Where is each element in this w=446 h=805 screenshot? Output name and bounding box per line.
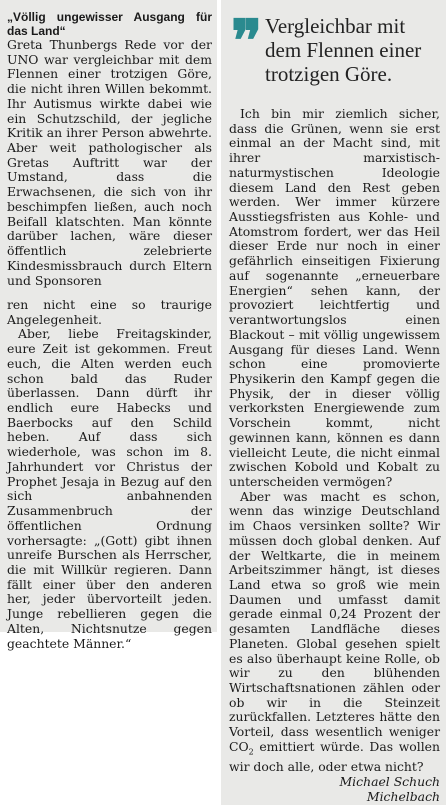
pull-quote-text: Vergleichbar mit dem Flennen einer trotzigen Göre. xyxy=(265,14,422,86)
letter-paragraph: Greta Thunbergs Rede vor der UNO war vergleichbar mit dem Flennen einer trotzigen Göre, die nicht ihren Willen bekommt. Ihr Autismus wirkte dabei wie ein Schutzschild, der jegliche Kritik an ihrer Person abwehrte. Aber weit pathologischer als Gretas Auftritt war der Umstand, dass die Erwachsenen, die sich von ihr beschimpfen ließen, auch noch Beifall klatschten. Man könnte darüber lachen, wäre dieser öffentlich zelebrierte Kindesmissbrauch durch Eltern und Sponsoren xyxy=(7,37,212,288)
paragraph-text-end: emittiert würde. Das wollen wir doch alle, oder etwa nicht? xyxy=(229,738,440,775)
co2-subscript: 2 xyxy=(248,747,254,757)
left-top-column xyxy=(7,10,212,288)
left-bottom-column xyxy=(7,298,212,651)
right-column xyxy=(229,107,440,804)
letter-paragraph: Ich bin mir ziemlich sicher, dass die Grünen, wenn sie erst einmal an der Macht sind, mit ihrer marxistisch-naturmystischen Ideologie diesem Land den Rest geben werden. Wer immer kürzere Ausstiegsfristen aus Kohle- und Atomstrom fordert, wer das Heil dieser Erde nur noch in einer gefährlich einseitigen Fixierung auf sogenannte „erneuerbare Energien“ sehen kann, der provoziert leichtfertig und verantwortungslos einen Blackout – mit völlig ungewissem Ausgang für dieses Land. Wenn schon eine promovierte Physikerin den Kampf gegen die Physik, der in dieser völlig verkorksten Energiewende zum Vorschein kommt, nicht gewinnen kann, können es dann vielleicht Leute, die nicht einmal zwischen Kobold und Kobalt zu unterscheiden vermögen? xyxy=(229,106,440,489)
letter-headline: „Völlig ungewisser Ausgang für das Land“ xyxy=(7,10,212,38)
signature-name: Michael Schuch xyxy=(339,773,440,789)
signature-place: Michelbach xyxy=(366,788,440,804)
paragraph-text: Aber was macht es schon, wenn das winzige Deutschland im Chaos versinken sollte? Wir müssen doch global denken. Auf der Weltkarte, die in meinem Arbeitszimmer hängt, ist dieses Land etwa so groß wie mein Daumen und umfasst damit gerade einmal 0,24 Prozent der gesamten Landfläche dieses Planeten. Global gesehen spielt es also überhaupt keine Rolle, ob wir zu den blühenden Wirtschaftsnationen zählen oder ob wir in die Steinzeit zurückfallen. Letzteres hätte den Vorteil, dass wesentlich weniger CO xyxy=(229,488,440,754)
letter-paragraph: Aber, liebe Freitagskinder, eure Zeit ist gekommen. Freut euch, die Alten werden euch schon bald das Ruder überlassen. Dann dürft ihr endlich eure Habecks und Baerbocks auf den Schild heben. Auf dass sich wiederhole, was schon im 8. Jahrhundert vor Christus der Prophet Jesaja in Bezug auf den sich anbahnenden Zusammenbruch der öffentlichen Ordnung vorhersagte: „(Gott) gibt ihnen unreife Burschen als Herrscher, die mit Willkür regieren. Dann fällt einer über den anderen her, jeder übervorteilt jeden. Junge rebellieren gegen die Alten, Nichtsnutze gegen geachtete Männer.“ xyxy=(7,326,212,651)
quote-mark-icon: ❞ xyxy=(231,7,263,75)
letter-paragraph-continuation: ren nicht eine so traurige Angelegenheit. xyxy=(7,297,212,327)
pull-quote xyxy=(229,7,444,86)
letter-paragraph xyxy=(229,490,440,775)
